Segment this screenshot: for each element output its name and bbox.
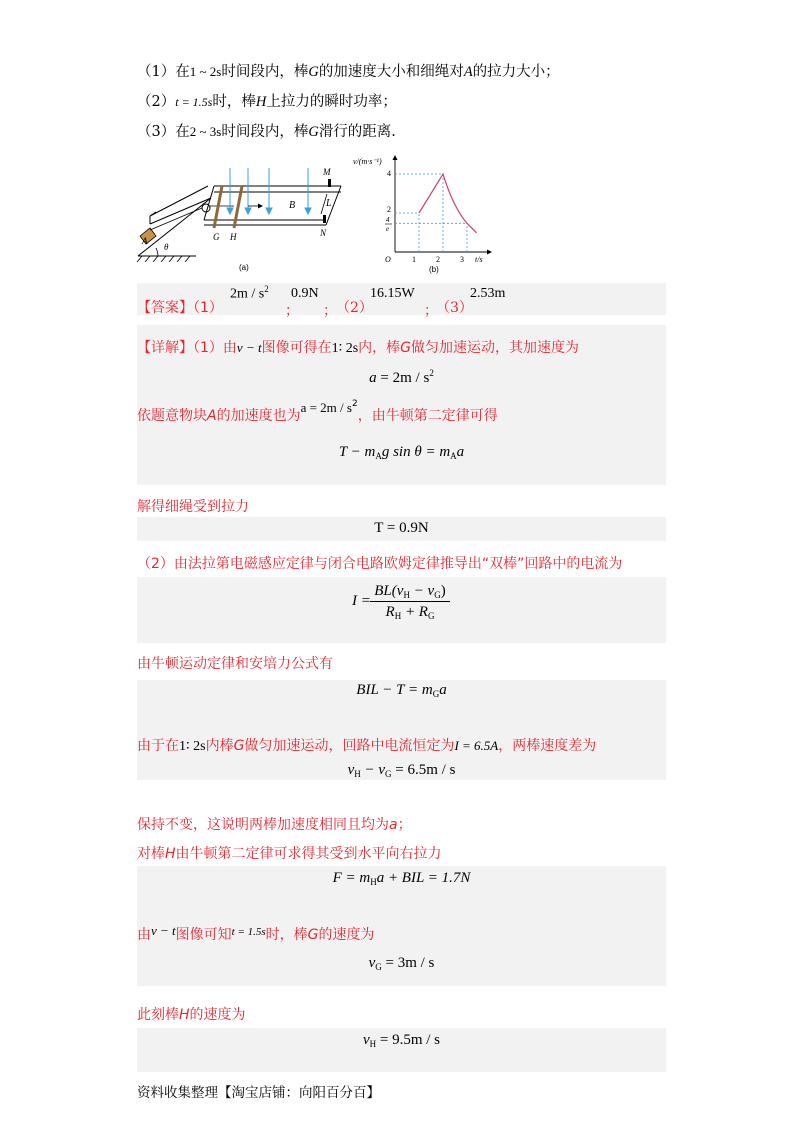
detail-line-9: 由v − t图像可知$^{t = 1.5s}$时，棒G的速度为	[137, 923, 375, 943]
label-n: N	[320, 228, 327, 238]
eq-current-denominator: $R_H + R_G$	[385, 604, 435, 621]
eq-newton-a: $T - m_Ag$ $\sin \theta = m_Aa$	[338, 444, 465, 461]
y-tick-4: 4	[387, 169, 391, 178]
question-3: （3）在2 ~ 3s时间段内，棒G滑行的距离.	[137, 124, 396, 140]
eq-velocity-diff: $v_H - v_G = 6.5m / s$	[347, 762, 456, 779]
label-h: H	[230, 232, 237, 242]
y-tick-4e: 4	[386, 216, 390, 224]
detail-line-10: 此刻棒H的速度为	[137, 1007, 246, 1023]
detail-line-7: 保持不变，这说明两棒加速度相同且均为a；	[137, 817, 412, 833]
block-a-label: A	[142, 236, 148, 246]
label-l: L	[326, 198, 332, 209]
detail-line-2: 依题意物块A的加速度也为$a = 2m / s^2$，由牛顿第二定律可得	[137, 399, 498, 424]
footer-source: 资料收集整理【淘宝店铺：向阳百分百】	[137, 1085, 380, 1101]
detail-line-8: 对棒H由牛顿第二定律可求得其受到水平向右拉力	[137, 846, 442, 862]
label-g: G	[213, 232, 220, 242]
answer-line: 【答案】（1）	[137, 300, 223, 316]
figure-b-vt-chart	[349, 152, 495, 276]
answer-2-power: 16.15W	[370, 286, 415, 301]
x-tick-2: 2	[436, 255, 440, 264]
answer-1-tension: 0.9N	[291, 286, 319, 301]
detail-line-4: （2）由法拉第电磁感应定律与闭合电路欧姆定律推导出“双棒”回路中的电流为	[137, 556, 623, 572]
vt-curve	[419, 174, 477, 233]
detail-line-5: 由牛顿运动定律和安培力公式有	[137, 656, 333, 672]
detail-line-6: 由于在1∶ 2s内棒G做匀加速运动，回路中电流恒定为I = 6.5A，两棒速度差为	[137, 738, 597, 754]
eq-current-numerator: $BL(v_H - v_G)$	[370, 583, 450, 602]
x-tick-1: 1	[412, 255, 416, 264]
label-b: B	[289, 200, 296, 211]
eq-force-h: $F = m_Ha$ + BIL = 1.7N	[332, 870, 471, 887]
label-m: M	[323, 167, 331, 177]
detail-line-3: 解得细绳受到拉力	[137, 499, 249, 515]
question-2: （2）t = 1.5s时，棒H上拉力的瞬时功率；	[137, 94, 397, 110]
eq-current-lhs: I =	[352, 593, 371, 609]
eq-velocity-h: $v_H = 9.5m / s$	[362, 1032, 441, 1049]
y-axis-label: v/(m·s⁻¹)	[353, 157, 382, 166]
theta-label: θ	[164, 242, 169, 252]
x-axis-label: t/s	[475, 255, 483, 264]
figure-a-rails-diagram	[136, 158, 346, 280]
caption-a: (a)	[239, 263, 249, 272]
detail-line-1: 【详解】（1）由v − t图像可得在1∶ 2s内，棒G做匀加速运动，其加速度为	[137, 340, 580, 356]
x-tick-3: 3	[460, 255, 464, 264]
caption-b: (b)	[429, 265, 439, 274]
origin-label: O	[385, 255, 391, 264]
y-tick-2: 2	[387, 205, 391, 214]
eq-tension: T = 0.9N	[374, 520, 429, 536]
eq-ampere: BIL − $T = m_Ga$	[356, 682, 447, 699]
eq-velocity-g: $v_G = 3m / s$	[368, 955, 435, 972]
y-tick-e: e	[386, 225, 390, 233]
question-1: （1）在1 ~ 2s时间段内，棒G的加速度大小和细绳对A的拉力大小；	[137, 64, 560, 80]
answer-1-accel: $2m / s^2$	[230, 284, 269, 302]
answer-3-distance: 2.53m	[470, 286, 506, 301]
eq-acceleration: $a = 2m / s^2$	[369, 368, 434, 386]
